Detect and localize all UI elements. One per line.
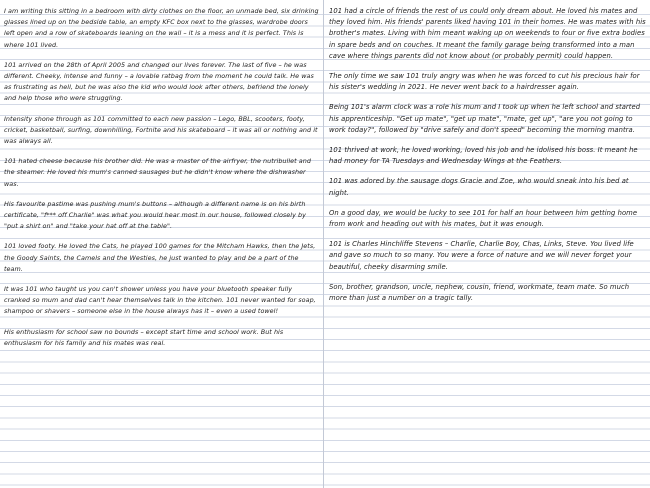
paragraph-passions: Intensity shone through as 101 committed to each new passion – Lego, BBL, scooters, footy, cricket, basketball, surfing, downhilling, Fortnite and his skateboard – it was all or nothing and it was always all. [4, 114, 318, 146]
paragraph-pastime: His favourite pastime was pushing mum's buttons – although a different name is on his birth certificate, "f*** off Charlie" was what you would hear most in our house, followed closely by "put a shirt on" and "take your hat off at the table". [4, 199, 306, 231]
paragraph-school: His enthusiasm for school saw no bounds – except start time and school work. But his enthusiasm for his family and his mates was real. [4, 327, 284, 347]
paragraph-arrival: 101 arrived on the 28th of April 2005 and changed our lives forever. The last of five – he was different. Cheeky, intense and funny – a lovable ratbag from the moment he could talk. He was as frustrating as hell, but he was also the kid who would look after others, befriend the lonely and help those who were struggling. [4, 60, 314, 103]
paragraph-bedroom: I am writing this sitting in a bedroom with dirty clothes on the floor, an unmade bed, six drinking glasses lined up on the bedside table, an empty KFC box next to the glasses, wardrobe doors left open and a row of skateboards leaning on the wall – it is a mess and it is perfect. This is where 101 lived. [4, 7, 319, 49]
left-column [4, 6, 319, 486]
paragraph-alarm-clock: Being 101's alarm clock was a role his mum and I took up when he left school and started his apprenticeship. "Get up mate", "get up mate", "mate, get up", "are you not going to work today?", followed by "drive safely and don't speed" becoming the morning mantra. [329, 103, 641, 134]
paragraph-haircut: The only time we saw 101 truly angry was when he was forced to cut his precious hair for his sister's wedding in 2021. He never went back to a hairdresser again. [329, 72, 640, 92]
right-column [329, 6, 646, 486]
paragraph-sausage-dogs: 101 was adored by the sausage dogs Gracie and Zoe, who would sneak into his bed at night. [329, 177, 629, 197]
paragraph-work: 101 thrived at work, he loved working, loved his job and he idolised his boss. It meant he had money for TA Tuesdays and Wednesday Wings at the Feathers. [329, 146, 638, 166]
paragraph-friends: 101 had a circle of friends the rest of us could only dream about. He loved his mates and they loved him. His friends' parents liked having 101 in their homes. He was mates with his brother's mates. Living with him meant waking up on weekends to four or five extra bodies in spare beds and on couches. It meant the family garage being transformed into a man cave where things parents did not know about (or probably permit) could happen. [329, 7, 646, 60]
paragraph-shower: It was 101 who taught us you can't shower unless you have your bluetooth speaker fully cranked so mum and dad can't hear themselves talk in the kitchen. 101 never wanted for soap, shampoo or shavers – someone else in the house always has it – even a used towel! [4, 285, 316, 316]
paragraph-good-day: On a good day, we would be lucky to see 101 for half an hour between him getting home from work and heading out with his mates, but it was enough. [329, 208, 638, 229]
paragraph-cheese: 101 hated cheese because his brother did. He was a master of the airfryer, the nutribullet and the steamer. He loved his mum's canned sausages but he didn't know where the dishwasher was. [4, 157, 311, 188]
paragraph-closing: Son, brother, grandson, uncle, nephew, cousin, friend, workmate, team mate. So much more than just a number on a tragic tally. [329, 282, 630, 303]
column-divider [323, 0, 324, 488]
paragraph-footy: 101 loved footy. He loved the Cats, he played 100 games for the Mitcham Hawks, then the Jets, the Goody Saints, the Camels and the Westies, he just wanted to play and be a part of the team. [4, 242, 316, 273]
paragraph-tribute: 101 is Charles Hinchliffe Stevens – Charlie, Charlie Boy, Chas, Links, Steve. You lived life and gave so much to so many. You were a force of nature and we will never forget your beautiful, cheeky disarming smile. [329, 240, 634, 271]
